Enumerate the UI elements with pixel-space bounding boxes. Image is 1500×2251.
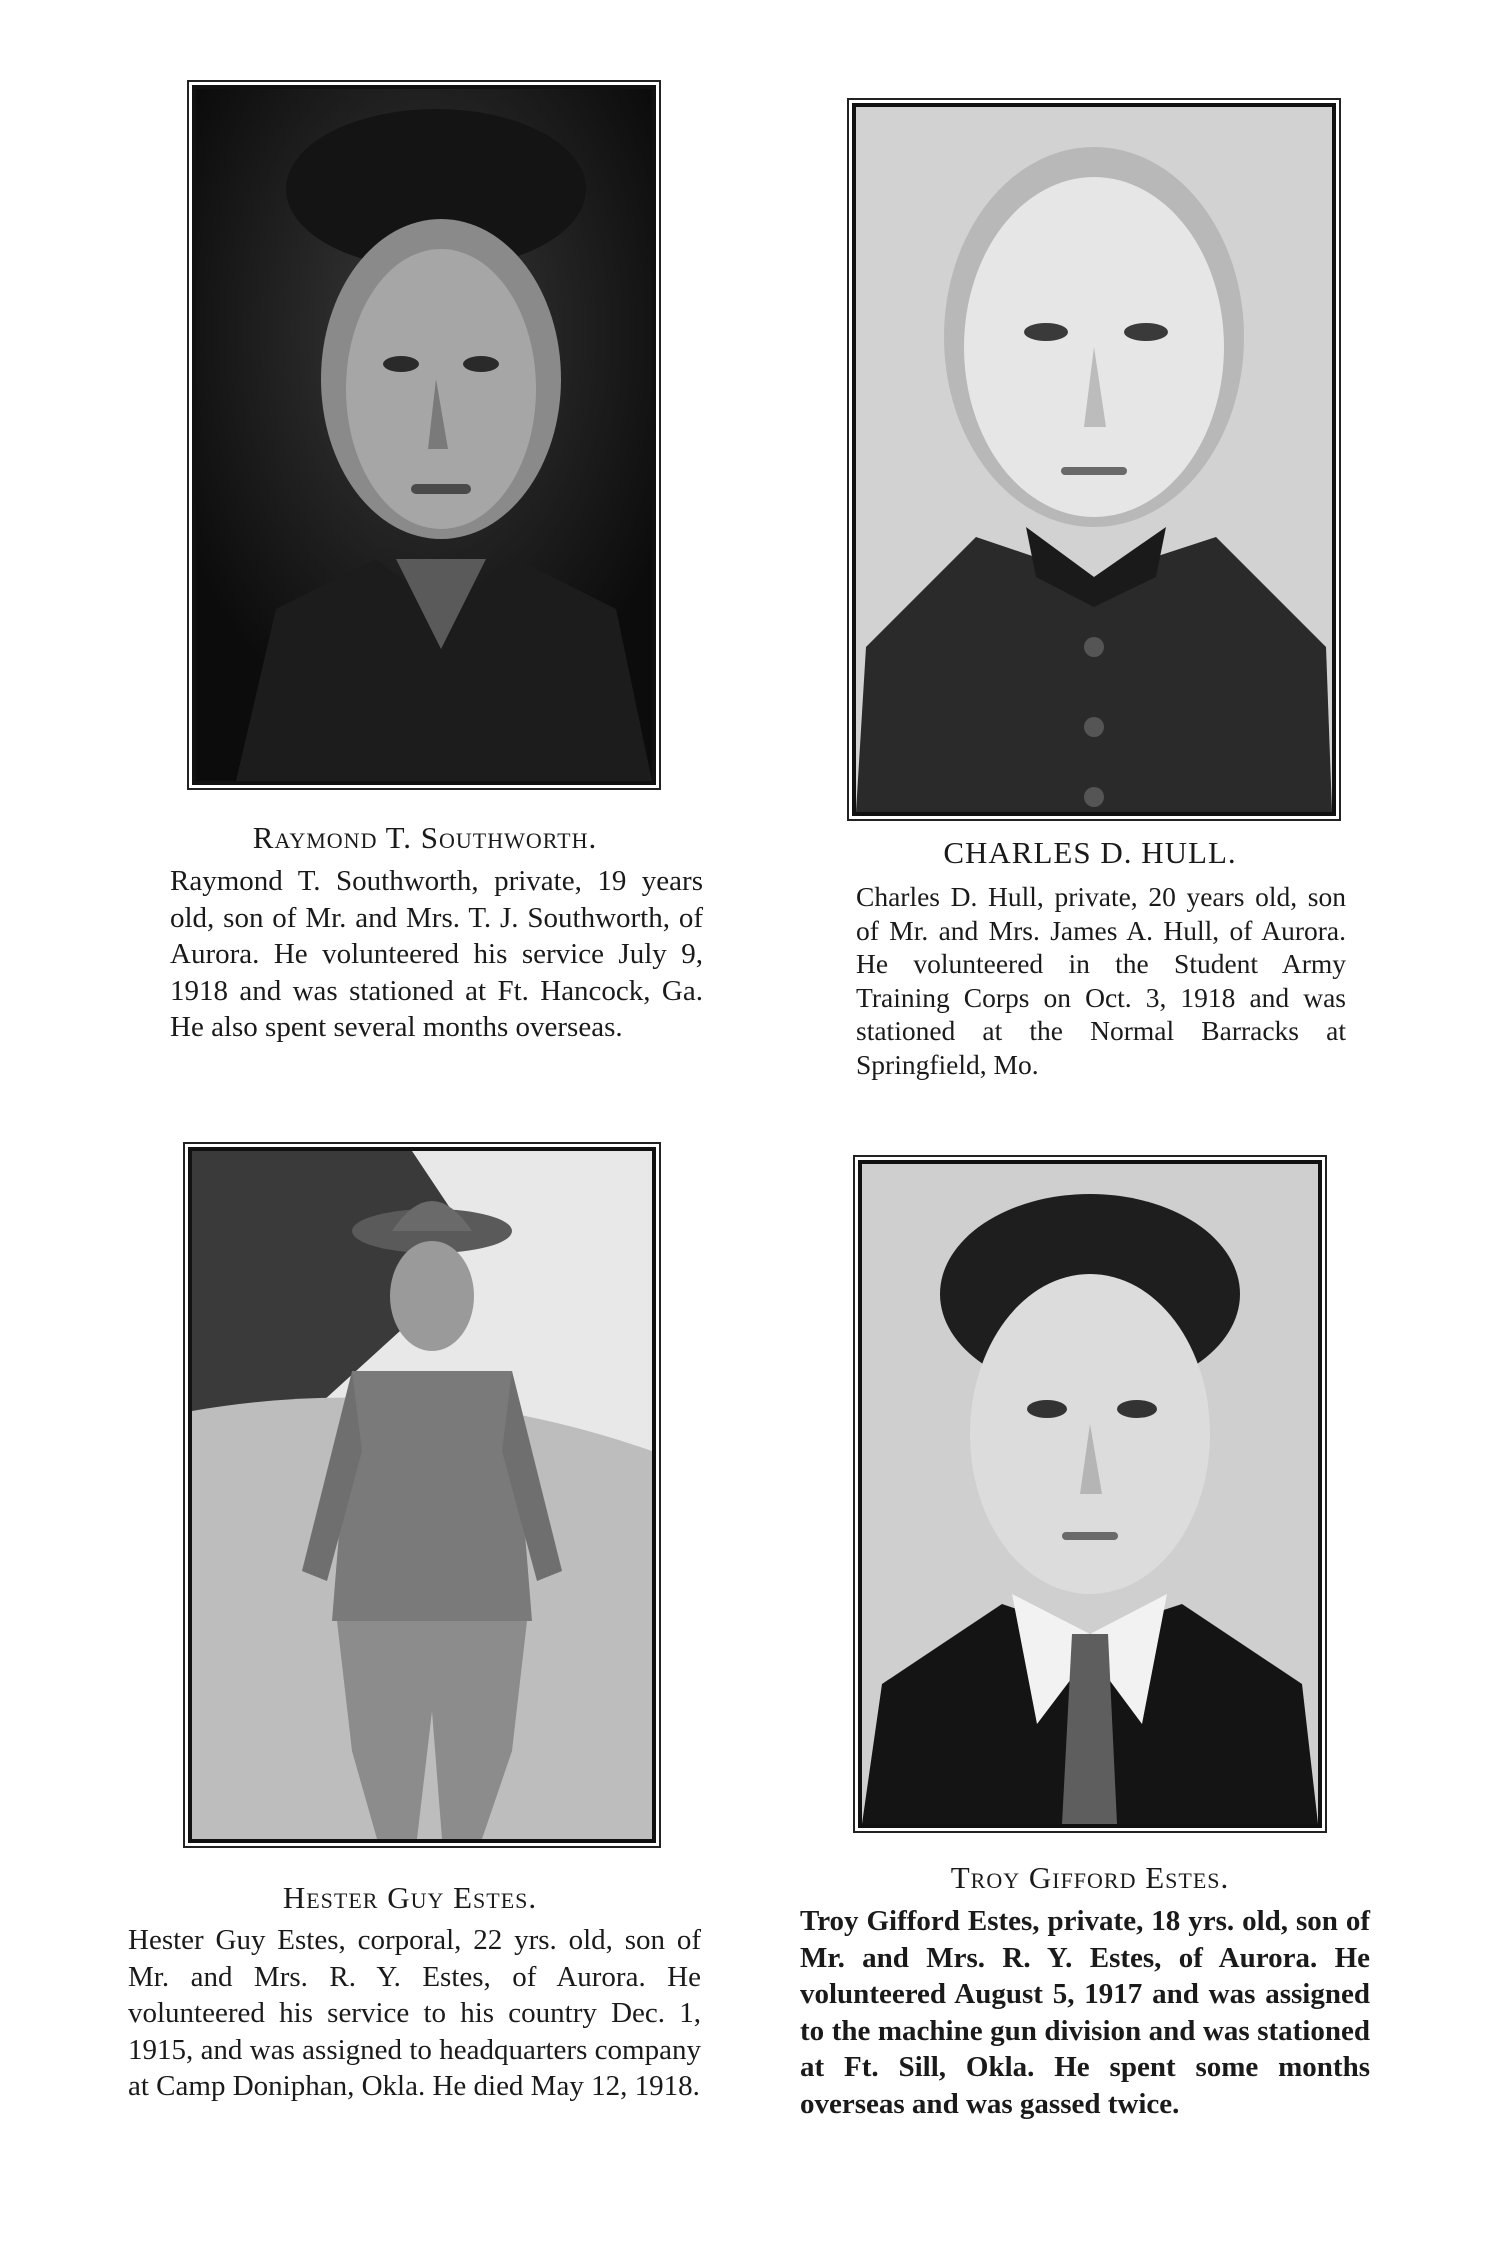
caption-charles-hull: CHARLES D. HULL.: [943, 835, 1237, 870]
portrait-hester-estes: [188, 1147, 656, 1843]
caption-hester-estes: Hester Guy Estes.: [282, 1880, 538, 1915]
bio-raymond-southworth: Raymond T. Southworth, private, 19 years old, son of Mr. and Mrs. T. J. Southworth, of Aurora. He volunteered his service July 9, 1918 and was stationed at Ft. Hancock, Ga. He also spent several months overseas.: [170, 865, 703, 1043]
portrait-charles-hull: [852, 103, 1336, 816]
bio-charles-hull: Charles D. Hull, private, 20 years old, son of Mr. and Mrs. James A. Hull, of Aurora. He volunteered in the Student Army Training Corps on Oct. 3, 1918 and was stationed at the Normal Barracks at Springfield, Mo.: [856, 881, 1346, 1080]
bio-hester-estes: Hester Guy Estes, corporal, 22 yrs. old, son of Mr. and Mrs. R. Y. Estes, of Aurora. He volunteered his service to his country Dec. 1, 1915, and was assigned to headquarters company at Camp Doniphan, Okla. He died May 12, 1918.: [128, 1924, 701, 2102]
caption-raymond-southworth: Raymond T. Southworth.: [252, 820, 598, 855]
bio-troy-estes: Troy Gifford Estes, private, 18 yrs. old, son of Mr. and Mrs. R. Y. Estes, of Aurora. He volunteered August 5, 1917 and was assigned to the machine gun division and was stationed at Ft. Sill, Okla. He spent some months overseas and was gassed twice.: [800, 1905, 1370, 2120]
portrait-raymond-southworth: [192, 85, 656, 785]
caption-troy-estes: Troy Gifford Estes.: [950, 1860, 1230, 1895]
portrait-troy-estes: [858, 1160, 1322, 1828]
